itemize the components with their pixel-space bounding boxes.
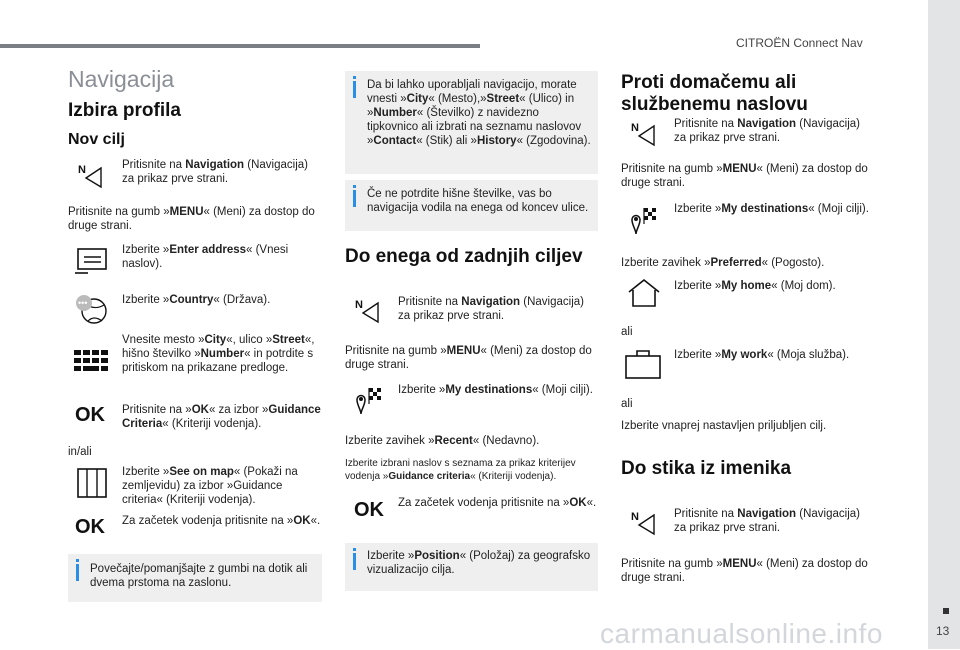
page-number: 13	[936, 624, 950, 638]
or-label: in/ali	[68, 446, 92, 458]
my-destinations-icon	[624, 206, 660, 238]
svg-text:•••: •••	[78, 298, 88, 308]
brand-label: CITROËN Connect Nav	[736, 36, 863, 50]
step-my-work: Izberite »My work« (Moja služba).	[674, 349, 850, 361]
step-guidance-criteria: Pritisnite na »OK« za izbor »Guidance Criteria« (Kriteriji vodenja).	[122, 404, 321, 430]
step-recent-tab: Izberite zavihek »Recent« (Nedavno).	[345, 435, 540, 447]
or-label: ali	[621, 398, 633, 410]
note-text: Povečajte/pomanjšajte z gumbi na dotik ali dvema prstoma na zaslonu.	[90, 563, 308, 589]
side-tab	[928, 0, 960, 649]
step-navigation: Pritisnite na Navigation (Navigacija) za prikaz prve strani.	[674, 118, 860, 144]
enter-address-icon	[74, 246, 110, 276]
home-icon	[627, 278, 661, 308]
page-title: Navigacija	[68, 66, 175, 92]
step-menu: Pritisnite na gumb »MENU« (Meni) za dostop do druge strani.	[345, 345, 592, 371]
step-preset-favourite: Izberite vnaprej nastavljen priljubljen cilj.	[621, 420, 827, 432]
step-my-destinations: Izberite »My destinations« (Moji cilji).	[674, 203, 869, 215]
note-zoom	[68, 554, 322, 602]
step-my-home: Izberite »My home« (Moj dom).	[674, 280, 836, 292]
info-icon	[353, 553, 356, 570]
step-city-street: Vnesite mesto »City«, ulico »Street«, hišno številko »Number« in potrdite s pritiskom na prikazane predloge.	[122, 334, 315, 374]
note-navigation-input	[345, 71, 598, 174]
navigation-icon	[631, 510, 657, 536]
info-icon	[353, 190, 356, 207]
step-navigation: Pritisnite na Navigation (Navigacija) za prikaz prve strani.	[398, 296, 584, 322]
heading-profile: Izbira profila	[68, 100, 181, 121]
step-navigation: Pritisnite na Navigation (Navigacija) za prikaz prve strani.	[674, 508, 860, 534]
page-marker	[943, 608, 949, 614]
map-icon	[76, 467, 108, 499]
ok-icon: OK	[75, 516, 105, 538]
heading-contact: Do stika iz imenika	[621, 458, 792, 479]
note-position	[345, 543, 598, 591]
heading-home-work: Proti domačemu ali službenemu naslovu	[621, 72, 808, 115]
header-rule	[0, 44, 480, 48]
note-house-number	[345, 180, 598, 231]
step-select-address: Izberite izbrani naslov s seznama za prikaz kriterijev vodenja »Guidance criteria« (Kriteriji vodenja).	[345, 458, 576, 482]
heading-recent: Do enega od zadnjih ciljev	[345, 246, 583, 267]
navigation-icon	[78, 163, 104, 189]
note-text: Če ne potrdite hišne številke, vas bo navigacija vodila na enega od koncev ulice.	[367, 188, 589, 214]
step-menu: Pritisnite na gumb »MENU« (Meni) za dostop do druge strani.	[68, 206, 315, 232]
svg-text:N: N	[355, 299, 363, 311]
note-text: Da bi lahko uporabljali navigacijo, morate vnesti »City« (Mesto),»Street« (Ulico) in »Number« (Številko) z navidezno tipkovnico ali izbrati na seznamu naslovov »Contact« (Stik) ali »History« (Zgodovina).	[367, 79, 591, 147]
note-text: Izberite »Position« (Položaj) za geografsko vizualizacijo cilja.	[367, 550, 591, 576]
ok-icon: OK	[354, 499, 384, 521]
svg-text:N: N	[631, 122, 639, 134]
navigation-icon	[355, 298, 381, 324]
svg-text:N: N	[631, 511, 639, 523]
step-enter-address: Izberite »Enter address« (Vnesi naslov).	[122, 244, 289, 270]
step-preferred-tab: Izberite zavihek »Preferred« (Pogosto).	[621, 257, 825, 269]
keyboard-icon	[74, 350, 110, 374]
step-see-on-map: Izberite »See on map« (Pokaži na zemljevidu) za izbor »Guidance criteria« (Kriteriji vodenja).	[122, 466, 298, 506]
svg-text:N: N	[78, 164, 86, 176]
step-menu: Pritisnite na gumb »MENU« (Meni) za dostop do druge strani.	[621, 163, 868, 189]
my-destinations-icon	[349, 386, 385, 418]
heading-new-destination: Nov cilj	[68, 131, 125, 148]
country-icon	[74, 293, 110, 325]
step-navigation: Pritisnite na Navigation (Navigacija) za prikaz prve strani.	[122, 159, 308, 185]
or-label: ali	[621, 326, 633, 338]
step-country: Izberite »Country« (Država).	[122, 294, 271, 306]
watermark: carmanualsonline.info	[600, 618, 883, 649]
step-start-guidance: Za začetek vodenja pritisnite na »OK«.	[122, 515, 321, 527]
navigation-icon	[631, 121, 657, 147]
info-icon	[76, 564, 79, 581]
info-icon	[353, 81, 356, 98]
ok-icon: OK	[75, 404, 105, 426]
work-icon	[624, 348, 662, 380]
step-menu: Pritisnite na gumb »MENU« (Meni) za dostop do druge strani.	[621, 558, 868, 584]
step-start-guidance: Za začetek vodenja pritisnite na »OK«.	[398, 497, 597, 509]
step-my-destinations: Izberite »My destinations« (Moji cilji).	[398, 384, 593, 396]
